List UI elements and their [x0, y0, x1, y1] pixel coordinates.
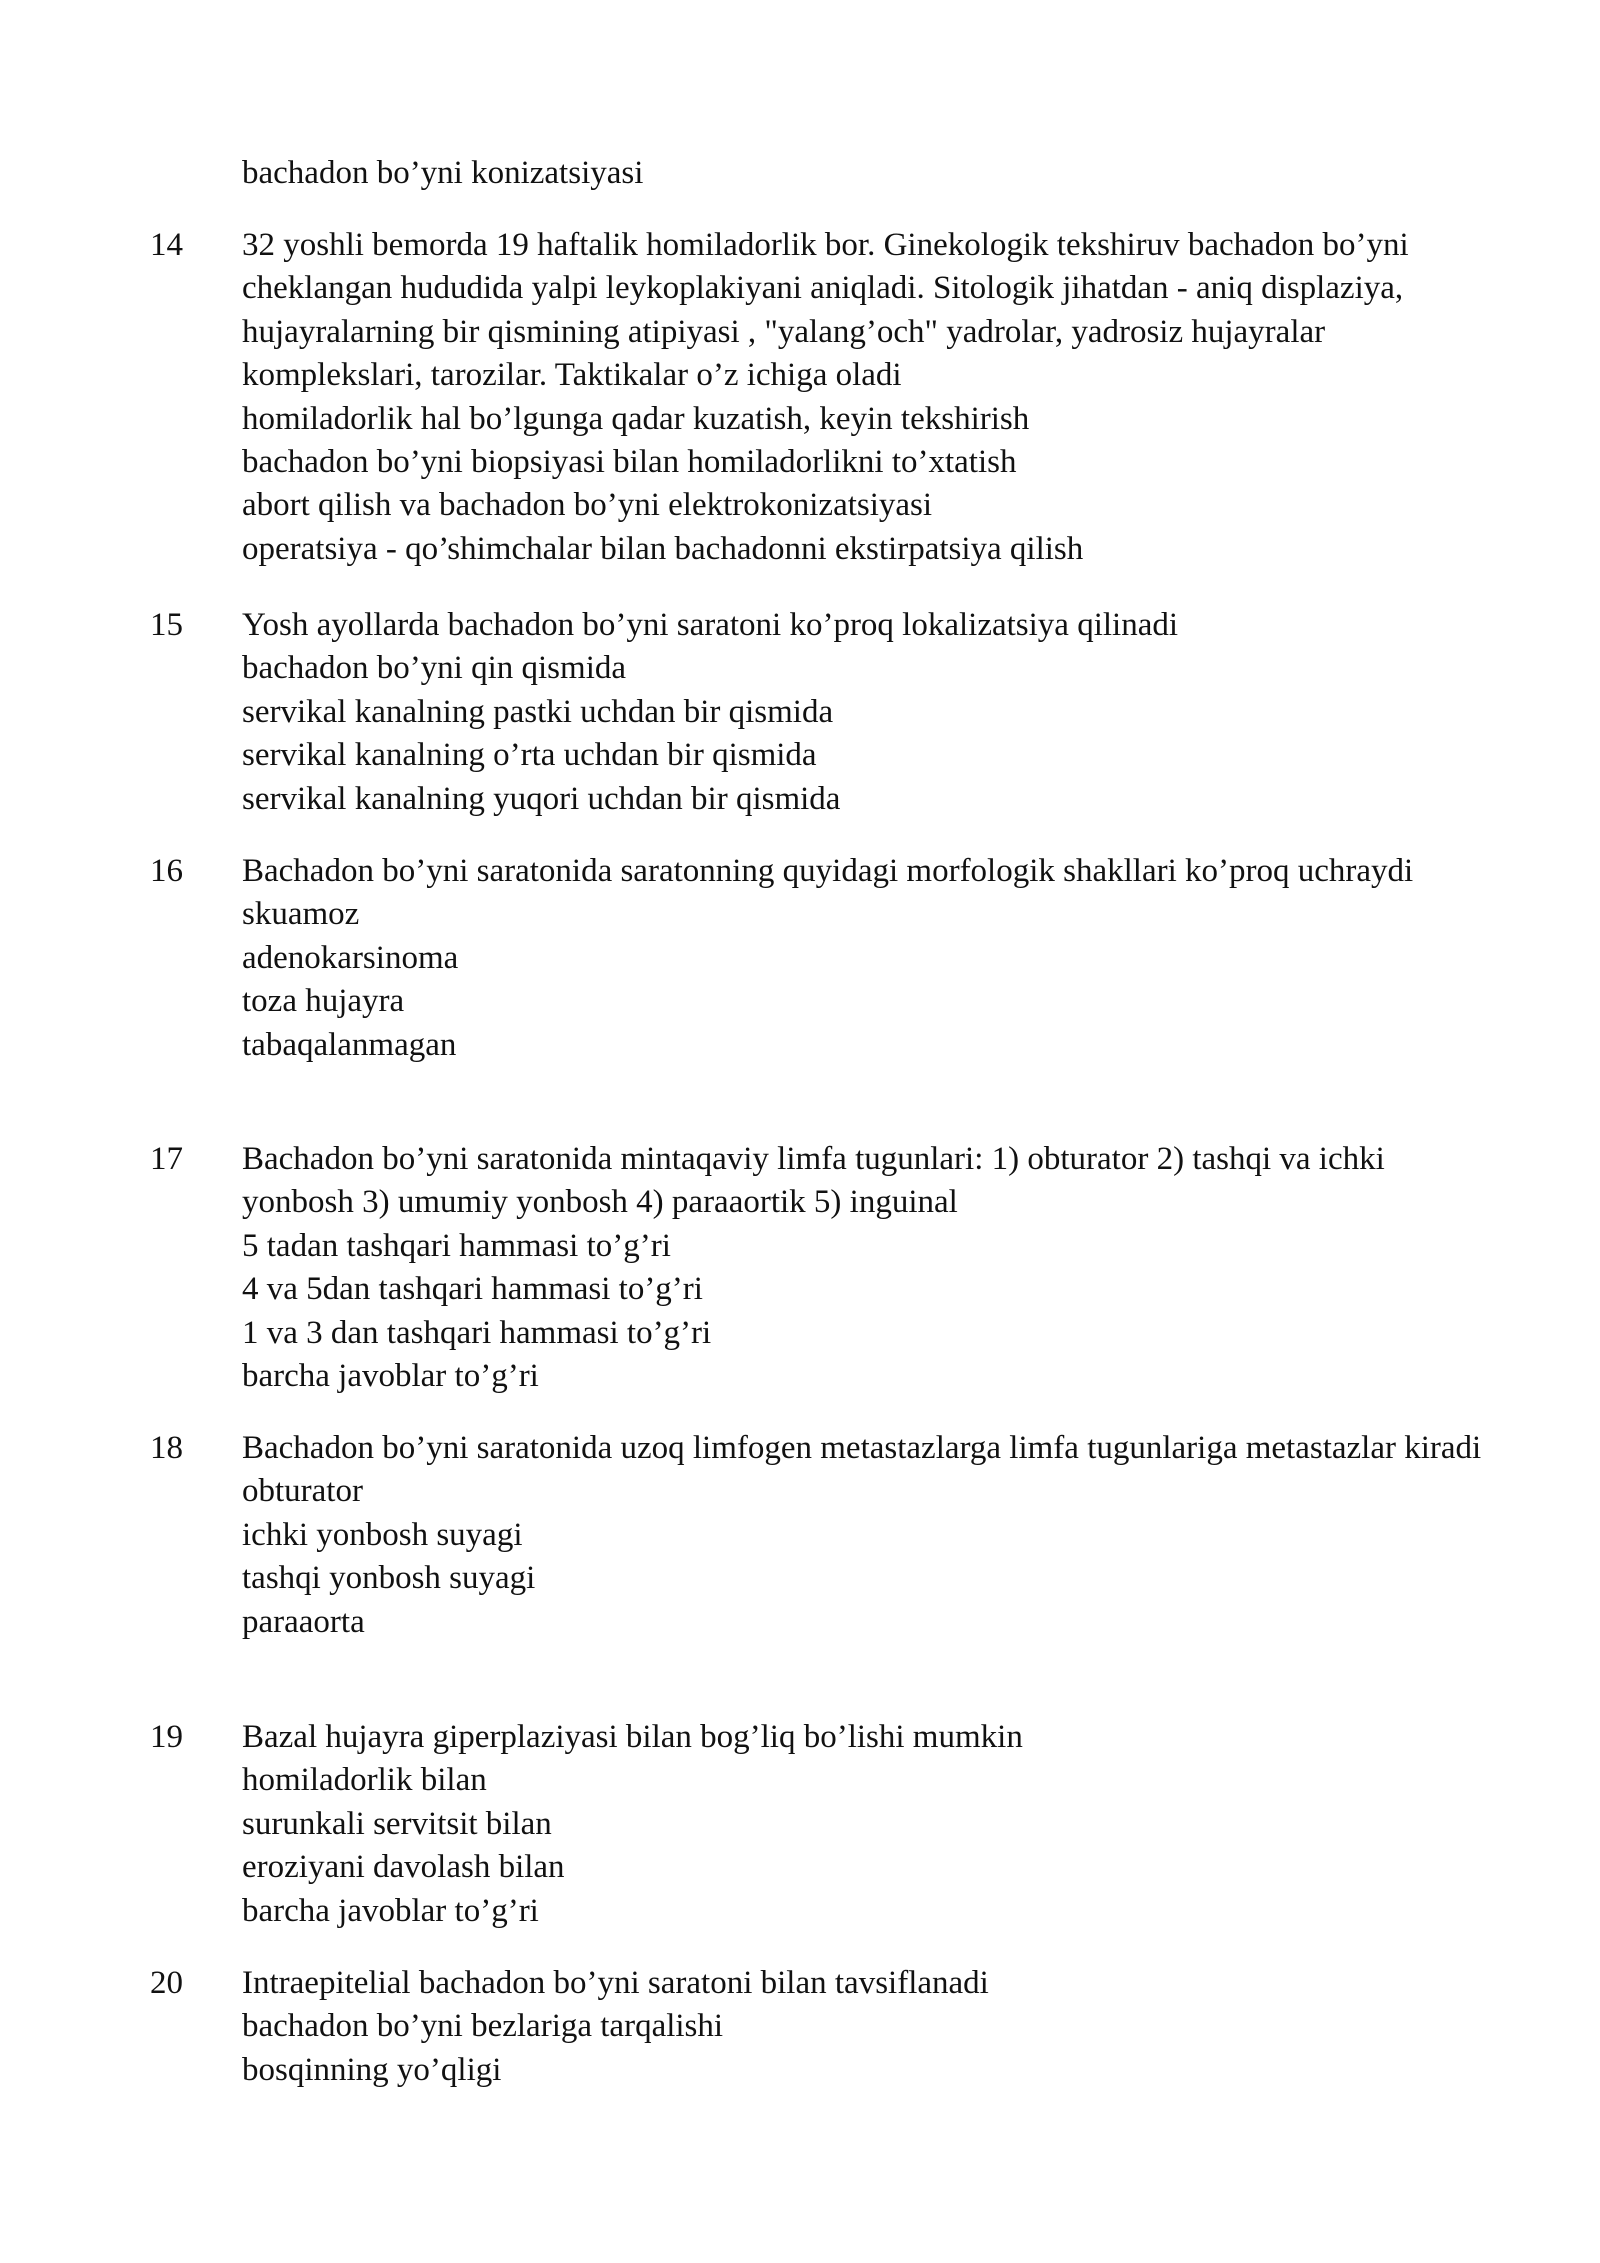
- question-19: [150, 1716, 1490, 1933]
- answer-option: 5 tadan tashqari hammasi to’g’ri: [242, 1227, 671, 1264]
- question-15: [150, 604, 1490, 821]
- question-number: 16: [150, 853, 183, 889]
- question-18: [150, 1427, 1490, 1644]
- question-14: [150, 224, 1490, 571]
- question-number: 20: [150, 1965, 183, 2001]
- question-stem: 32 yoshli bemorda 19 haftalik homiladorlik bor. Ginekologik tekshiruv bachadon bo’yni cheklangan hududida yalpi leykoplakiyani aniqladi. Sitologik jihatdan - aniq displaziya, hujayralarning bir qismining atipiyasi , "yalang’och" yadrolar, yadrosiz hujayralar komplekslari, tarozilar. Taktikalar o’z ichiga oladi: [242, 227, 1409, 394]
- answer-option: operatsiya - qo’shimchalar bilan bachadonni ekstirpatsiya qilish: [242, 530, 1084, 567]
- answer-option: homiladorlik hal bo’lgunga qadar kuzatish, keyin tekshirish: [242, 400, 1030, 437]
- answer-option: bachadon bo’yni biopsiyasi bilan homiladorlikni to’xtatish: [242, 444, 1017, 481]
- answer-option: tabaqalanmagan: [242, 1026, 457, 1063]
- answer-option: eroziyani davolash bilan: [242, 1849, 565, 1886]
- answer-option: servikal kanalning yuqori uchdan bir qismida: [242, 780, 841, 817]
- question-body: [242, 1138, 1490, 1398]
- answer-option: tashqi yonbosh suyagi: [242, 1560, 536, 1597]
- answer-option: paraaorta: [242, 1603, 365, 1640]
- question-stem: Bachadon bo’yni saratonida saratonning quyidagi morfologik shakllari ko’proq uchraydi: [242, 853, 1414, 889]
- answer-option: barcha javoblar to’g’ri: [242, 1892, 539, 1929]
- question-16: [150, 850, 1490, 1067]
- question-number: 15: [150, 607, 183, 643]
- question-body: [242, 850, 1490, 1067]
- question-number: 14: [150, 227, 183, 263]
- answer-option: servikal kanalning pastki uchdan bir qismida: [242, 693, 834, 730]
- answer-option: bachadon bo’yni qin qismida: [242, 650, 627, 687]
- answer-option: 4 va 5dan tashqari hammasi to’g’ri: [242, 1271, 703, 1308]
- continuation-line: bachadon bo’yni konizatsiyasi: [242, 155, 644, 191]
- answer-option: bachadon bo’yni bezlariga tarqalishi: [242, 2008, 724, 2045]
- question-stem: Bachadon bo’yni saratonida uzoq limfogen metastazlarga limfa tugunlariga metastazlar kiradi: [242, 1430, 1482, 1466]
- answer-option: bosqinning yo’qligi: [242, 2051, 502, 2088]
- question-body: [242, 224, 1490, 571]
- question-17: [150, 1138, 1490, 1398]
- answer-option: ichki yonbosh suyagi: [242, 1516, 523, 1553]
- question-number: 19: [150, 1719, 183, 1755]
- answer-option: surunkali servitsit bilan: [242, 1805, 552, 1842]
- answer-option: 1 va 3 dan tashqari hammasi to’g’ri: [242, 1314, 712, 1351]
- answer-option: abort qilish va bachadon bo’yni elektrokonizatsiyasi: [242, 487, 933, 524]
- question-stem: Intraepitelial bachadon bo’yni saratoni bilan tavsiflanadi: [242, 1965, 989, 2001]
- question-body: [242, 1716, 1490, 1933]
- question-stem: Yosh ayollarda bachadon bo’yni saratoni ko’proq lokalizatsiya qilinadi: [242, 607, 1179, 643]
- answer-option: adenokarsinoma: [242, 939, 459, 976]
- question-stem: Bachadon bo’yni saratonida mintaqaviy limfa tugunlari: 1) obturator 2) tashqi va ichki yonbosh 3) umumiy yonbosh 4) paraaortik 5) inguinal: [242, 1141, 1385, 1221]
- question-number: 18: [150, 1430, 183, 1466]
- question-body: [242, 1962, 1490, 2092]
- answer-option: obturator: [242, 1473, 363, 1510]
- answer-option: servikal kanalning o’rta uchdan bir qismida: [242, 737, 817, 774]
- question-number: 17: [150, 1141, 183, 1177]
- question-body: [242, 1427, 1490, 1644]
- question-stem: Bazal hujayra giperplaziyasi bilan bog’liq bo’lishi mumkin: [242, 1719, 1023, 1755]
- answer-option: barcha javoblar to’g’ri: [242, 1358, 539, 1395]
- question-body: [242, 604, 1490, 821]
- answer-option: skuamoz: [242, 896, 360, 933]
- question-20: [150, 1962, 1490, 2092]
- answer-option: toza hujayra: [242, 983, 405, 1020]
- answer-option: homiladorlik bilan: [242, 1762, 487, 1799]
